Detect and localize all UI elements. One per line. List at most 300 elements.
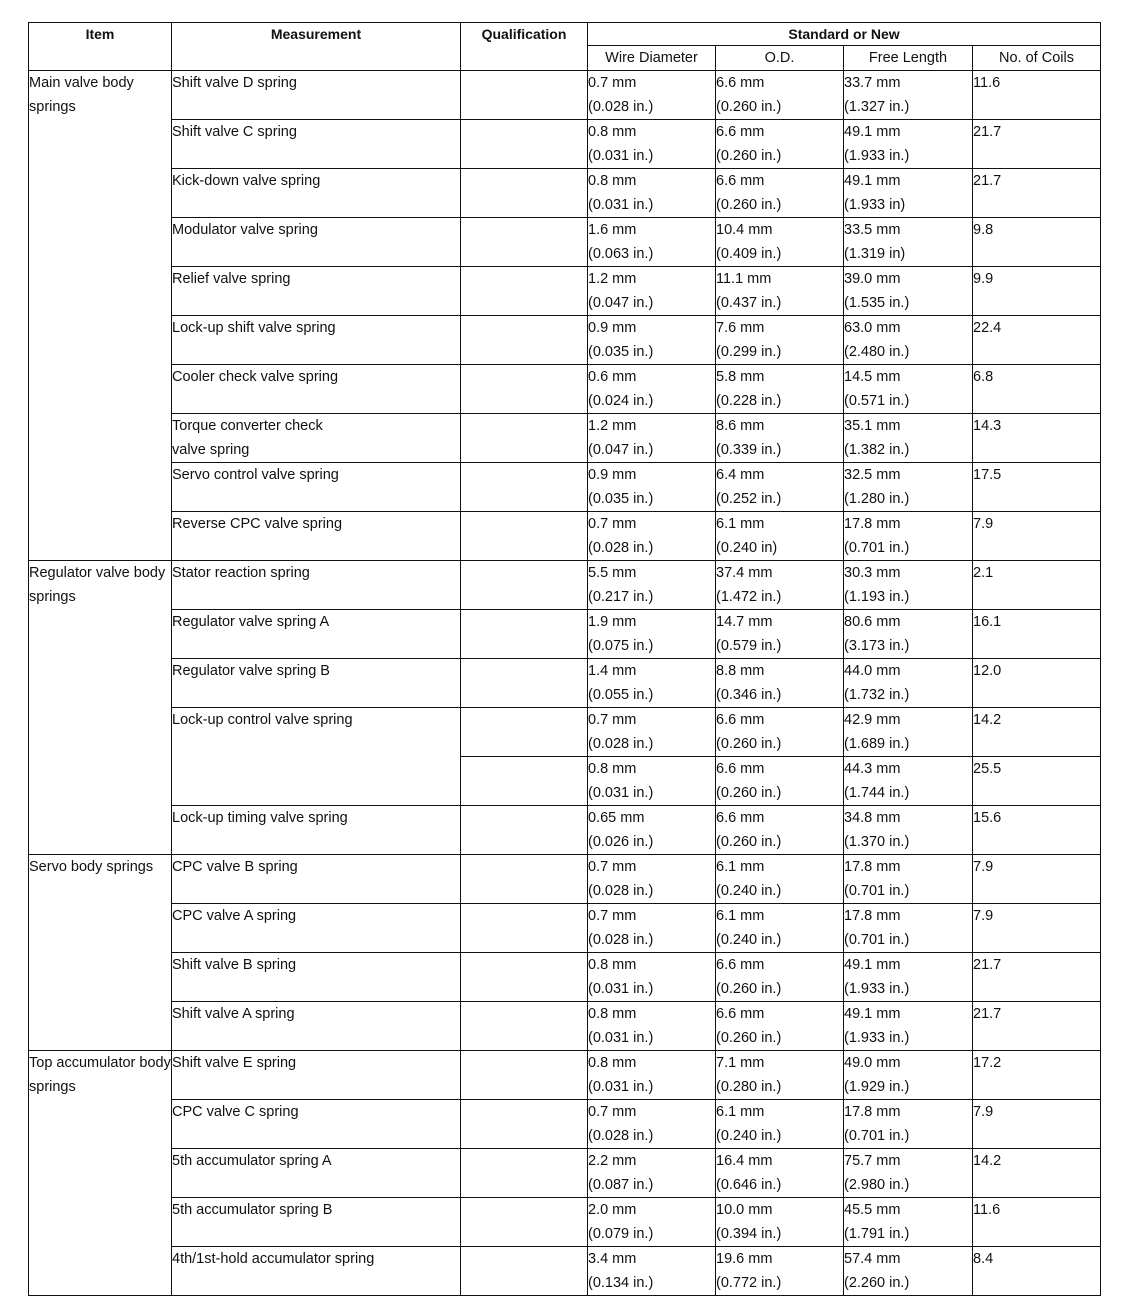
free-length-metric: 49.1 mm xyxy=(844,124,901,140)
free-length-imperial: (1.744 in.) xyxy=(844,785,910,801)
qualification-cell xyxy=(461,855,588,904)
table-row xyxy=(29,659,1101,708)
coils-value: 9.9 xyxy=(973,271,994,287)
od-imperial: (0.260 in.) xyxy=(716,99,782,115)
qualification-cell xyxy=(461,365,588,414)
measurement-label: Cooler check valve spring xyxy=(172,369,339,385)
od-cell xyxy=(716,953,844,1002)
measurement-label: Stator reaction spring xyxy=(172,565,310,581)
free-length-metric: 32.5 mm xyxy=(844,467,901,483)
qualification-cell xyxy=(461,708,588,757)
wire-diameter-metric: 0.7 mm xyxy=(588,1104,637,1120)
wire-diameter-cell xyxy=(588,855,716,904)
wire-diameter-metric: 0.9 mm xyxy=(588,467,637,483)
free-length-metric: 49.1 mm xyxy=(844,173,901,189)
free-length-imperial: (1.933 in.) xyxy=(844,1030,910,1046)
coils-value: 14.3 xyxy=(973,418,1002,434)
free-length-imperial: (1.193 in.) xyxy=(844,589,910,605)
wire-diameter-imperial: (0.087 in.) xyxy=(588,1177,654,1193)
measurement-label: CPC valve A spring xyxy=(172,908,297,924)
measurement-cell xyxy=(172,610,461,659)
free-length-metric: 49.0 mm xyxy=(844,1055,901,1071)
wire-diameter-imperial: (0.031 in.) xyxy=(588,1030,654,1046)
measurement-header: Measurement xyxy=(172,23,461,71)
od-metric: 6.6 mm xyxy=(716,712,765,728)
od-cell xyxy=(716,1002,844,1051)
od-cell xyxy=(716,1100,844,1149)
wire-diameter-cell xyxy=(588,316,716,365)
measurement-label: Reverse CPC valve spring xyxy=(172,516,343,532)
free-length-metric: 44.3 mm xyxy=(844,761,901,777)
table-row xyxy=(29,561,1101,610)
wire-diameter-metric: 0.7 mm xyxy=(588,75,637,91)
coils-value: 25.5 xyxy=(973,761,1002,777)
od-cell xyxy=(716,659,844,708)
table-row xyxy=(29,1198,1101,1247)
od-cell xyxy=(716,561,844,610)
table-row xyxy=(29,365,1101,414)
coils-cell xyxy=(973,316,1101,365)
free-length-metric: 42.9 mm xyxy=(844,712,901,728)
od-imperial: (0.260 in.) xyxy=(716,736,782,752)
wire-diameter-cell xyxy=(588,659,716,708)
table-row xyxy=(29,512,1101,561)
wire-diameter-imperial: (0.217 in.) xyxy=(588,589,654,605)
item-header: Item xyxy=(29,23,172,71)
wire-diameter-cell xyxy=(588,1100,716,1149)
od-cell xyxy=(716,267,844,316)
table-row xyxy=(29,855,1101,904)
coils-cell xyxy=(973,561,1101,610)
coils-value: 9.8 xyxy=(973,222,994,238)
wire-diameter-cell xyxy=(588,757,716,806)
free-length-cell xyxy=(844,218,973,267)
free-length-imperial: (0.701 in.) xyxy=(844,883,910,899)
od-metric: 6.6 mm xyxy=(716,173,765,189)
wire-diameter-imperial: (0.031 in.) xyxy=(588,1079,654,1095)
free-length-imperial: (1.933 in.) xyxy=(844,981,910,997)
free-length-cell xyxy=(844,610,973,659)
measurement-label: Regulator valve spring B xyxy=(172,663,330,679)
measurement-label: CPC valve C spring xyxy=(172,1104,299,1120)
wire-diameter-imperial: (0.075 in.) xyxy=(588,638,654,654)
measurement-label: Modulator valve spring xyxy=(172,222,318,238)
od-metric: 6.6 mm xyxy=(716,124,765,140)
table-row xyxy=(29,953,1101,1002)
free-length-cell xyxy=(844,904,973,953)
qualification-cell xyxy=(461,71,588,120)
wire-diameter-cell xyxy=(588,904,716,953)
od-imperial: (0.240 in.) xyxy=(716,932,782,948)
measurement-cell xyxy=(172,1149,461,1198)
coils-cell xyxy=(973,904,1101,953)
od-metric: 6.6 mm xyxy=(716,761,765,777)
coils-cell xyxy=(973,267,1101,316)
od-metric: 6.1 mm xyxy=(716,516,765,532)
table-row xyxy=(29,120,1101,169)
wire-diameter-imperial: (0.031 in.) xyxy=(588,785,654,801)
measurement-label: CPC valve B spring xyxy=(172,859,298,875)
measurement-cell xyxy=(172,855,461,904)
od-cell xyxy=(716,365,844,414)
wire-diameter-cell xyxy=(588,267,716,316)
coils-value: 17.2 xyxy=(973,1055,1002,1071)
free-length-cell xyxy=(844,1247,973,1296)
free-length-cell xyxy=(844,365,973,414)
coils-cell xyxy=(973,1247,1101,1296)
free-length-imperial: (2.260 in.) xyxy=(844,1275,910,1291)
table-row xyxy=(29,316,1101,365)
wire-diameter-imperial: (0.031 in.) xyxy=(588,148,654,164)
header-row xyxy=(29,23,1101,46)
wire-diameter-imperial: (0.028 in.) xyxy=(588,932,654,948)
od-metric: 37.4 mm xyxy=(716,565,773,581)
wire-diameter-imperial: (0.028 in.) xyxy=(588,883,654,899)
table-row xyxy=(29,610,1101,659)
wire-diameter-metric: 0.8 mm xyxy=(588,1055,637,1071)
od-metric: 10.0 mm xyxy=(716,1202,773,1218)
table-row xyxy=(29,806,1101,855)
measurement-cell xyxy=(172,267,461,316)
wire-diameter-metric: 1.4 mm xyxy=(588,663,637,679)
coils-cell xyxy=(973,365,1101,414)
od-imperial: (0.260 in.) xyxy=(716,1030,782,1046)
wire-diameter-header: Wire Diameter xyxy=(588,46,716,71)
od-cell xyxy=(716,1198,844,1247)
qualification-cell xyxy=(461,1051,588,1100)
od-metric: 19.6 mm xyxy=(716,1251,773,1267)
table-body xyxy=(29,71,1101,1296)
coils-value: 16.1 xyxy=(973,614,1002,630)
coils-cell xyxy=(973,1051,1101,1100)
od-cell xyxy=(716,757,844,806)
od-imperial: (0.299 in.) xyxy=(716,344,782,360)
table-row xyxy=(29,1051,1101,1100)
coils-value: 12.0 xyxy=(973,663,1002,679)
coils-cell xyxy=(973,1149,1101,1198)
item-group-cell xyxy=(29,71,172,561)
od-cell xyxy=(716,463,844,512)
od-cell xyxy=(716,120,844,169)
wire-diameter-metric: 2.0 mm xyxy=(588,1202,637,1218)
od-metric: 10.4 mm xyxy=(716,222,773,238)
wire-diameter-cell xyxy=(588,561,716,610)
measurement-label: Shift valve A spring xyxy=(172,1006,295,1022)
od-metric: 8.8 mm xyxy=(716,663,765,679)
free-length-imperial: (2.980 in.) xyxy=(844,1177,910,1193)
wire-diameter-imperial: (0.035 in.) xyxy=(588,344,654,360)
od-metric: 14.7 mm xyxy=(716,614,773,630)
wire-diameter-imperial: (0.134 in.) xyxy=(588,1275,654,1291)
od-cell xyxy=(716,512,844,561)
wire-diameter-metric: 0.65 mm xyxy=(588,810,645,826)
qualification-cell xyxy=(461,610,588,659)
free-length-cell xyxy=(844,757,973,806)
od-cell xyxy=(716,71,844,120)
wire-diameter-metric: 0.7 mm xyxy=(588,908,637,924)
qualification-cell xyxy=(461,1100,588,1149)
wire-diameter-cell xyxy=(588,1051,716,1100)
table-row xyxy=(29,1002,1101,1051)
coils-value: 7.9 xyxy=(973,908,994,924)
item-group-label: Main valve body springs xyxy=(29,75,134,115)
od-metric: 6.4 mm xyxy=(716,467,765,483)
item-group-label: Top accumulator body springs xyxy=(29,1055,171,1095)
coils-cell xyxy=(973,708,1101,757)
free-length-cell xyxy=(844,1051,973,1100)
wire-diameter-cell xyxy=(588,708,716,757)
free-length-imperial: (0.571 in.) xyxy=(844,393,910,409)
free-length-cell xyxy=(844,1198,973,1247)
measurement-cell xyxy=(172,316,461,365)
wire-diameter-metric: 0.8 mm xyxy=(588,173,637,189)
measurement-cell xyxy=(172,1002,461,1051)
qualification-cell xyxy=(461,267,588,316)
measurement-cell xyxy=(172,120,461,169)
free-length-metric: 57.4 mm xyxy=(844,1251,901,1267)
qualification-cell xyxy=(461,659,588,708)
od-header: O.D. xyxy=(716,46,844,71)
free-length-metric: 14.5 mm xyxy=(844,369,901,385)
coils-value: 7.9 xyxy=(973,516,994,532)
wire-diameter-metric: 0.7 mm xyxy=(588,859,637,875)
measurement-label: Shift valve D spring xyxy=(172,75,297,91)
od-metric: 8.6 mm xyxy=(716,418,765,434)
coils-value: 11.6 xyxy=(973,75,1001,91)
coils-value: 14.2 xyxy=(973,1153,1002,1169)
coils-value: 15.6 xyxy=(973,810,1002,826)
coils-cell xyxy=(973,806,1101,855)
free-length-cell xyxy=(844,806,973,855)
od-metric: 6.1 mm xyxy=(716,908,765,924)
wire-diameter-imperial: (0.026 in.) xyxy=(588,834,654,850)
table-row xyxy=(29,463,1101,512)
free-length-imperial: (1.933 in) xyxy=(844,197,906,213)
wire-diameter-cell xyxy=(588,1247,716,1296)
measurement-label: Shift valve C spring xyxy=(172,124,297,140)
wire-diameter-imperial: (0.028 in.) xyxy=(588,540,654,556)
qualification-cell xyxy=(461,757,588,806)
table-row xyxy=(29,1247,1101,1296)
free-length-cell xyxy=(844,1149,973,1198)
table-row xyxy=(29,71,1101,120)
free-length-metric: 80.6 mm xyxy=(844,614,901,630)
od-cell xyxy=(716,855,844,904)
measurement-label: 4th/1st-hold accumulator spring xyxy=(172,1251,375,1267)
wire-diameter-cell xyxy=(588,806,716,855)
wire-diameter-imperial: (0.079 in.) xyxy=(588,1226,654,1242)
free-length-imperial: (1.933 in.) xyxy=(844,148,910,164)
od-imperial: (0.228 in.) xyxy=(716,393,782,409)
od-cell xyxy=(716,414,844,463)
free-length-cell xyxy=(844,512,973,561)
item-group-cell xyxy=(29,855,172,1051)
wire-diameter-metric: 0.8 mm xyxy=(588,957,637,973)
free-length-imperial: (1.929 in.) xyxy=(844,1079,910,1095)
free-length-imperial: (3.173 in.) xyxy=(844,638,910,654)
measurement-label: Lock-up timing valve spring xyxy=(172,810,348,826)
wire-diameter-metric: 3.4 mm xyxy=(588,1251,637,1267)
od-metric: 6.6 mm xyxy=(716,810,765,826)
free-length-metric: 35.1 mm xyxy=(844,418,901,434)
free-length-header: Free Length xyxy=(844,46,973,71)
od-cell xyxy=(716,1051,844,1100)
qualification-cell xyxy=(461,1002,588,1051)
measurement-label: Servo control valve spring xyxy=(172,467,339,483)
free-length-imperial: (1.280 in.) xyxy=(844,491,910,507)
free-length-imperial: (0.701 in.) xyxy=(844,1128,910,1144)
wire-diameter-imperial: (0.035 in.) xyxy=(588,491,654,507)
wire-diameter-metric: 2.2 mm xyxy=(588,1153,637,1169)
free-length-cell xyxy=(844,316,973,365)
measurement-cell xyxy=(172,708,461,806)
od-metric: 7.1 mm xyxy=(716,1055,765,1071)
wire-diameter-cell xyxy=(588,1198,716,1247)
free-length-cell xyxy=(844,414,973,463)
od-metric: 7.6 mm xyxy=(716,320,765,336)
wire-diameter-cell xyxy=(588,463,716,512)
free-length-cell xyxy=(844,855,973,904)
free-length-cell xyxy=(844,463,973,512)
od-cell xyxy=(716,904,844,953)
coils-cell xyxy=(973,953,1101,1002)
coils-value: 21.7 xyxy=(973,1006,1002,1022)
coils-cell xyxy=(973,414,1101,463)
measurement-cell xyxy=(172,904,461,953)
coils-value: 21.7 xyxy=(973,957,1002,973)
table-row xyxy=(29,169,1101,218)
od-metric: 6.1 mm xyxy=(716,1104,765,1120)
coils-value: 6.8 xyxy=(973,369,994,385)
free-length-cell xyxy=(844,1002,973,1051)
qualification-cell xyxy=(461,904,588,953)
free-length-imperial: (1.370 in.) xyxy=(844,834,910,850)
free-length-metric: 49.1 mm xyxy=(844,1006,901,1022)
measurement-cell xyxy=(172,71,461,120)
od-cell xyxy=(716,708,844,757)
wire-diameter-cell xyxy=(588,169,716,218)
od-metric: 6.6 mm xyxy=(716,75,765,91)
coils-value: 14.2 xyxy=(973,712,1002,728)
od-cell xyxy=(716,610,844,659)
wire-diameter-metric: 0.8 mm xyxy=(588,124,637,140)
free-length-metric: 44.0 mm xyxy=(844,663,901,679)
od-metric: 6.1 mm xyxy=(716,859,765,875)
table-row xyxy=(29,904,1101,953)
free-length-metric: 33.5 mm xyxy=(844,222,901,238)
wire-diameter-imperial: (0.028 in.) xyxy=(588,99,654,115)
free-length-cell xyxy=(844,267,973,316)
wire-diameter-cell xyxy=(588,120,716,169)
measurement-label: Regulator valve spring A xyxy=(172,614,330,630)
wire-diameter-imperial: (0.047 in.) xyxy=(588,295,654,311)
qualification-cell xyxy=(461,169,588,218)
wire-diameter-metric: 1.2 mm xyxy=(588,271,637,287)
free-length-imperial: (1.732 in.) xyxy=(844,687,910,703)
free-length-cell xyxy=(844,953,973,1002)
qualification-cell xyxy=(461,218,588,267)
qualification-header: Qualification xyxy=(461,23,588,71)
coils-value: 21.7 xyxy=(973,124,1002,140)
wire-diameter-metric: 5.5 mm xyxy=(588,565,637,581)
table-row xyxy=(29,1149,1101,1198)
coils-cell xyxy=(973,169,1101,218)
measurement-label: Torque converter check xyxy=(172,418,323,434)
od-imperial: (0.260 in.) xyxy=(716,834,782,850)
free-length-metric: 17.8 mm xyxy=(844,1104,901,1120)
measurement-label: Lock-up control valve spring xyxy=(172,712,353,728)
od-cell xyxy=(716,316,844,365)
wire-diameter-cell xyxy=(588,365,716,414)
free-length-metric: 39.0 mm xyxy=(844,271,901,287)
coils-cell xyxy=(973,71,1101,120)
qualification-cell xyxy=(461,1247,588,1296)
od-metric: 6.6 mm xyxy=(716,1006,765,1022)
measurement-cell xyxy=(172,561,461,610)
free-length-cell xyxy=(844,708,973,757)
qualification-cell xyxy=(461,561,588,610)
wire-diameter-metric: 1.9 mm xyxy=(588,614,637,630)
free-length-imperial: (1.791 in.) xyxy=(844,1226,910,1242)
coils-header: No. of Coils xyxy=(973,46,1101,71)
free-length-imperial: (1.327 in.) xyxy=(844,99,910,115)
wire-diameter-imperial: (0.024 in.) xyxy=(588,393,654,409)
od-imperial: (1.472 in.) xyxy=(716,589,782,605)
measurement-label: 5th accumulator spring B xyxy=(172,1202,333,1218)
measurement-cell xyxy=(172,463,461,512)
free-length-metric: 75.7 mm xyxy=(844,1153,901,1169)
measurement-cell xyxy=(172,1051,461,1100)
coils-value: 7.9 xyxy=(973,859,994,875)
od-imperial: (0.346 in.) xyxy=(716,687,782,703)
coils-cell xyxy=(973,610,1101,659)
table-row xyxy=(29,218,1101,267)
free-length-metric: 30.3 mm xyxy=(844,565,901,581)
od-imperial: (0.260 in.) xyxy=(716,981,782,997)
free-length-imperial: (0.701 in.) xyxy=(844,540,910,556)
coils-cell xyxy=(973,855,1101,904)
measurement-cell xyxy=(172,806,461,855)
qualification-cell xyxy=(461,953,588,1002)
coils-value: 11.6 xyxy=(973,1202,1001,1218)
free-length-metric: 17.8 mm xyxy=(844,516,901,532)
free-length-cell xyxy=(844,169,973,218)
coils-value: 17.5 xyxy=(973,467,1002,483)
od-cell xyxy=(716,806,844,855)
measurement-cell xyxy=(172,953,461,1002)
measurement-cell xyxy=(172,414,461,463)
measurement-label: Relief valve spring xyxy=(172,271,291,287)
free-length-cell xyxy=(844,71,973,120)
coils-cell xyxy=(973,120,1101,169)
od-metric: 16.4 mm xyxy=(716,1153,773,1169)
free-length-cell xyxy=(844,659,973,708)
wire-diameter-metric: 0.7 mm xyxy=(588,712,637,728)
wire-diameter-imperial: (0.047 in.) xyxy=(588,442,654,458)
item-group-label: Servo body springs xyxy=(29,859,154,875)
coils-value: 7.9 xyxy=(973,1104,994,1120)
coils-value: 22.4 xyxy=(973,320,1002,336)
coils-cell xyxy=(973,218,1101,267)
wire-diameter-cell xyxy=(588,218,716,267)
wire-diameter-imperial: (0.055 in.) xyxy=(588,687,654,703)
od-imperial: (0.260 in.) xyxy=(716,197,782,213)
free-length-imperial: (2.480 in.) xyxy=(844,344,910,360)
coils-cell xyxy=(973,1002,1101,1051)
wire-diameter-metric: 0.8 mm xyxy=(588,1006,637,1022)
od-imperial: (0.579 in.) xyxy=(716,638,782,654)
free-length-imperial: (1.689 in.) xyxy=(844,736,910,752)
